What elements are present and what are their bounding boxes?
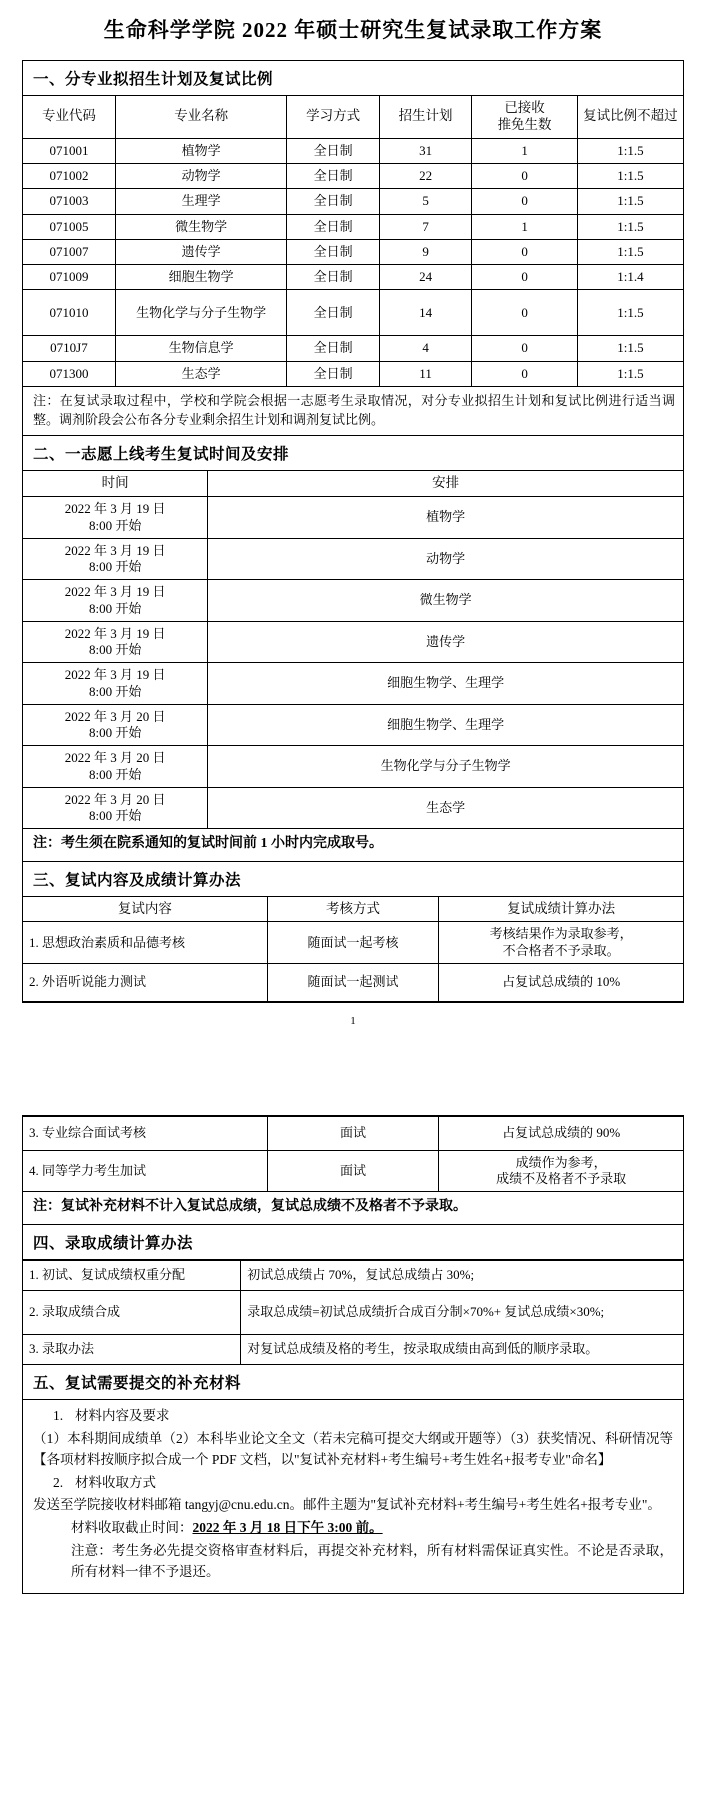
cell-retest-ratio: 1:1.5 [577, 164, 683, 189]
cell-exempt-count: 0 [472, 239, 578, 264]
cell-time-hour: 8:00 开始 [88, 600, 142, 616]
cell-time [23, 663, 208, 705]
cell-exempt-count: 1 [472, 138, 578, 163]
cell-time [23, 580, 208, 622]
cell-assessment-method: 随面试一起测试 [267, 963, 439, 1001]
material-item-2-title: 材料收取方式 [75, 1474, 156, 1490]
cell-retest-ratio: 1:1.5 [577, 189, 683, 214]
cell-assessment-method: 随面试一起考核 [267, 922, 439, 964]
cell-enroll-plan: 9 [379, 239, 471, 264]
cell-time [23, 621, 208, 663]
cell-enroll-plan: 14 [379, 290, 471, 336]
supplementary-materials-body [23, 1400, 683, 1593]
cell-study-mode: 全日制 [287, 189, 379, 214]
cell-rule-name: 2. 录取成绩合成 [23, 1290, 241, 1334]
cell-major-name: 生物化学与分子生物学 [115, 290, 287, 336]
col-major-name: 专业名称 [115, 96, 287, 138]
cell-rule-detail: 录取总成绩=初试总成绩折合成百分制×70%+ 复试总成绩×30%; [241, 1290, 683, 1334]
section-1-block [22, 60, 684, 436]
col-exempt-count-line1: 已接收 [504, 100, 545, 115]
cell-score-method [439, 922, 683, 964]
table-row [23, 746, 683, 788]
cell-arrangement: 动物学 [208, 538, 683, 580]
cell-score-line2: 成绩不及格者不予录取 [496, 1171, 627, 1187]
table-row [23, 580, 683, 622]
cell-enroll-plan: 7 [379, 214, 471, 239]
material-item-2 [33, 1473, 673, 1494]
cell-major-code: 071003 [23, 189, 115, 214]
cell-major-name: 微生物学 [115, 214, 287, 239]
cell-major-name: 细胞生物学 [115, 265, 287, 290]
section-3-heading: 三、复试内容及成绩计算办法 [23, 862, 683, 897]
cell-time-hour: 8:00 开始 [88, 517, 142, 533]
cell-major-code: 071009 [23, 265, 115, 290]
cell-retest-ratio: 1:1.4 [577, 265, 683, 290]
cell-score-line1: 成绩作为参考， [515, 1154, 607, 1170]
col-exempt-count [472, 96, 578, 138]
cell-time-date: 2022 年 3 月 20 日 [64, 750, 166, 766]
cell-assessment-method: 面试 [267, 1150, 439, 1192]
cell-rule-detail: 初试总成绩占 70%，复试总成绩占 30%; [241, 1260, 683, 1290]
cell-time-date: 2022 年 3 月 20 日 [64, 791, 166, 807]
col-study-mode: 学习方式 [287, 96, 379, 138]
cell-arrangement: 细胞生物学、生理学 [208, 663, 683, 705]
cell-time-hour: 8:00 开始 [88, 683, 142, 699]
table-row [23, 290, 683, 336]
cell-major-name: 遗传学 [115, 239, 287, 264]
table-row [23, 1290, 683, 1334]
col-assessment-method: 考核方式 [267, 897, 439, 922]
cell-major-code: 071002 [23, 164, 115, 189]
document-page-2 [0, 1115, 706, 1594]
cell-rule-detail: 对复试总成绩及格的考生，按录取成绩由高到低的顺序录取。 [241, 1334, 683, 1364]
cell-time-hour: 8:00 开始 [88, 559, 142, 575]
cell-study-mode: 全日制 [287, 239, 379, 264]
section-3-block-part2 [22, 1115, 684, 1225]
cell-enroll-plan: 5 [379, 189, 471, 214]
cell-enroll-plan: 22 [379, 164, 471, 189]
material-item-2-text: 发送至学院接收材料邮箱 tangyj@cnu.edu.cn。邮件主题为"复试补充材料+考生编号+考生姓名+报考专业"。 [33, 1497, 661, 1513]
cell-retest-content: 4. 同等学力考生加试 [23, 1150, 267, 1192]
section-5-block [22, 1365, 684, 1594]
cell-retest-ratio: 1:1.5 [577, 239, 683, 264]
material-deadline-value: 2022 年 3 月 18 日下午 3:00 前。 [192, 1520, 383, 1536]
table-row [23, 1150, 683, 1192]
cell-rule-name: 3. 录取办法 [23, 1334, 241, 1364]
col-major-code: 专业代码 [23, 96, 115, 138]
cell-time-hour: 8:00 开始 [88, 725, 142, 741]
cell-time-date: 2022 年 3 月 19 日 [64, 584, 166, 600]
cell-time-hour: 8:00 开始 [88, 766, 142, 782]
cell-time [23, 497, 208, 539]
cell-major-code: 071300 [23, 361, 115, 386]
section-2-note: 注：考生须在院系通知的复试时间前 1 小时内完成取号。 [23, 829, 683, 861]
cell-time-date: 2022 年 3 月 20 日 [64, 708, 166, 724]
cell-retest-ratio: 1:1.5 [577, 138, 683, 163]
table-row [23, 704, 683, 746]
table-row [23, 336, 683, 361]
cell-arrangement: 生态学 [208, 787, 683, 829]
section-4-heading: 四、录取成绩计算办法 [23, 1225, 683, 1260]
cell-enroll-plan: 11 [379, 361, 471, 386]
table-row [23, 214, 683, 239]
col-retest-content: 复试内容 [23, 897, 267, 922]
cell-exempt-count: 0 [472, 361, 578, 386]
cell-retest-ratio: 1:1.5 [577, 361, 683, 386]
cell-time-date: 2022 年 3 月 19 日 [64, 501, 166, 517]
cell-retest-content: 3. 专业综合面试考核 [23, 1116, 267, 1150]
page-gap [0, 1053, 706, 1115]
cell-score-line1: 考核结果作为录取参考， [489, 926, 633, 942]
table-row [23, 265, 683, 290]
cell-major-code: 0710J7 [23, 336, 115, 361]
cell-major-code: 071007 [23, 239, 115, 264]
material-item-2-number: 2. [53, 1474, 64, 1490]
cell-retest-content: 1. 思想政治素质和品德考核 [23, 922, 267, 964]
table-row [23, 189, 683, 214]
table-header-row [23, 96, 683, 138]
table-row [23, 1260, 683, 1290]
cell-enroll-plan: 4 [379, 336, 471, 361]
cell-time [23, 746, 208, 788]
cell-retest-ratio: 1:1.5 [577, 214, 683, 239]
material-item-1-number: 1. [53, 1407, 64, 1423]
cell-arrangement: 生物化学与分子生物学 [208, 746, 683, 788]
cell-major-name: 动物学 [115, 164, 287, 189]
cell-arrangement: 细胞生物学、生理学 [208, 704, 683, 746]
section-3-block-part1 [22, 862, 684, 1003]
col-enroll-plan: 招生计划 [379, 96, 471, 138]
cell-arrangement: 遗传学 [208, 621, 683, 663]
cell-score-method: 占复试总成绩的 10% [439, 963, 683, 1001]
material-item-1 [33, 1406, 673, 1427]
material-item-1-text: （1）本科期间成绩单（2）本科毕业论文全文（若未完稿可提交大纲或开题等）（3）获奖情况、科研情况等【各项材料按顺序拟合成一个 PDF 文档，以"复试补充材料+考生编号+考生姓名+报考专业"命名】 [33, 1430, 673, 1467]
cell-time [23, 538, 208, 580]
table-row [23, 963, 683, 1001]
table-row [23, 787, 683, 829]
material-deadline-line [33, 1518, 673, 1539]
section-1-note: 注：在复试录取过程中，学校和学院会根据一志愿考生录取情况，对分专业拟招生计划和复试比例进行适当调整。调剂阶段会公布各分专业剩余招生计划和调剂复试比例。 [23, 387, 683, 437]
cell-study-mode: 全日制 [287, 164, 379, 189]
cell-study-mode: 全日制 [287, 290, 379, 336]
cell-arrangement: 植物学 [208, 497, 683, 539]
material-item-1-title: 材料内容及要求 [75, 1407, 170, 1423]
cell-major-code: 071010 [23, 290, 115, 336]
cell-exempt-count: 0 [472, 189, 578, 214]
admission-score-table [23, 1260, 683, 1365]
section-3-note: 注：复试补充材料不计入复试总成绩，复试总成绩不及格者不予录取。 [23, 1192, 683, 1224]
table-row [23, 538, 683, 580]
cell-study-mode: 全日制 [287, 138, 379, 163]
cell-time [23, 704, 208, 746]
cell-rule-name: 1. 初试、复试成绩权重分配 [23, 1260, 241, 1290]
cell-exempt-count: 0 [472, 290, 578, 336]
cell-enroll-plan: 24 [379, 265, 471, 290]
page-title: 生命科学学院 2022 年硕士研究生复试录取工作方案 [103, 18, 603, 42]
table-header-row [23, 897, 683, 922]
cell-major-name: 生物信息学 [115, 336, 287, 361]
table-row [23, 922, 683, 964]
cell-exempt-count: 1 [472, 214, 578, 239]
section-2-heading: 二、一志愿上线考生复试时间及安排 [23, 436, 683, 471]
cell-exempt-count: 0 [472, 265, 578, 290]
cell-study-mode: 全日制 [287, 265, 379, 290]
cell-assessment-method: 面试 [267, 1116, 439, 1150]
cell-major-code: 071001 [23, 138, 115, 163]
retest-content-table-cont [23, 1116, 683, 1193]
cell-major-name: 生理学 [115, 189, 287, 214]
cell-time-date: 2022 年 3 月 19 日 [64, 625, 166, 641]
cell-time-date: 2022 年 3 月 19 日 [64, 667, 166, 683]
cell-study-mode: 全日制 [287, 361, 379, 386]
cell-arrangement: 微生物学 [208, 580, 683, 622]
cell-score-method: 占复试总成绩的 90% [439, 1116, 683, 1150]
cell-retest-ratio: 1:1.5 [577, 336, 683, 361]
cell-score-method [439, 1150, 683, 1192]
cell-major-code: 071005 [23, 214, 115, 239]
table-row [23, 138, 683, 163]
table-row [23, 497, 683, 539]
table-header-row [23, 471, 683, 496]
cell-score-line2: 不合格者不予录取。 [502, 942, 620, 958]
section-1-heading: 一、分专业拟招生计划及复试比例 [23, 61, 683, 96]
col-retest-ratio: 复试比例不超过 [577, 96, 683, 138]
section-2-block [22, 436, 684, 861]
majors-plan-table [23, 96, 683, 387]
table-row [23, 1116, 683, 1150]
page-number: 1 [350, 1014, 356, 1027]
col-time: 时间 [23, 471, 208, 496]
table-row [23, 239, 683, 264]
cell-retest-ratio: 1:1.5 [577, 290, 683, 336]
table-row [23, 164, 683, 189]
table-row [23, 621, 683, 663]
cell-study-mode: 全日制 [287, 214, 379, 239]
material-caution: 注意：考生务必先提交资格审查材料后，再提交补充材料，所有材料需保证真实性。不论是否录取，所有材料一律不予退还。 [71, 1543, 673, 1580]
col-arrangement: 安排 [208, 471, 683, 496]
table-row [23, 663, 683, 705]
cell-study-mode: 全日制 [287, 336, 379, 361]
material-deadline-label: 材料收取截止时间： [71, 1520, 193, 1536]
cell-exempt-count: 0 [472, 336, 578, 361]
section-4-block [22, 1225, 684, 1365]
col-exempt-count-line2: 推免生数 [497, 116, 552, 132]
col-score-method: 复试成绩计算办法 [439, 897, 683, 922]
cell-major-name: 植物学 [115, 138, 287, 163]
cell-major-name: 生态学 [115, 361, 287, 386]
cell-retest-content: 2. 外语听说能力测试 [23, 963, 267, 1001]
cell-time-hour: 8:00 开始 [88, 808, 142, 824]
retest-content-table [23, 897, 683, 1002]
cell-enroll-plan: 31 [379, 138, 471, 163]
cell-time [23, 787, 208, 829]
table-row [23, 1334, 683, 1364]
cell-exempt-count: 0 [472, 164, 578, 189]
table-row [23, 361, 683, 386]
section-5-heading: 五、复试需要提交的补充材料 [23, 1365, 683, 1400]
cell-time-hour: 8:00 开始 [88, 642, 142, 658]
cell-time-date: 2022 年 3 月 19 日 [64, 542, 166, 558]
retest-schedule-table [23, 471, 683, 829]
